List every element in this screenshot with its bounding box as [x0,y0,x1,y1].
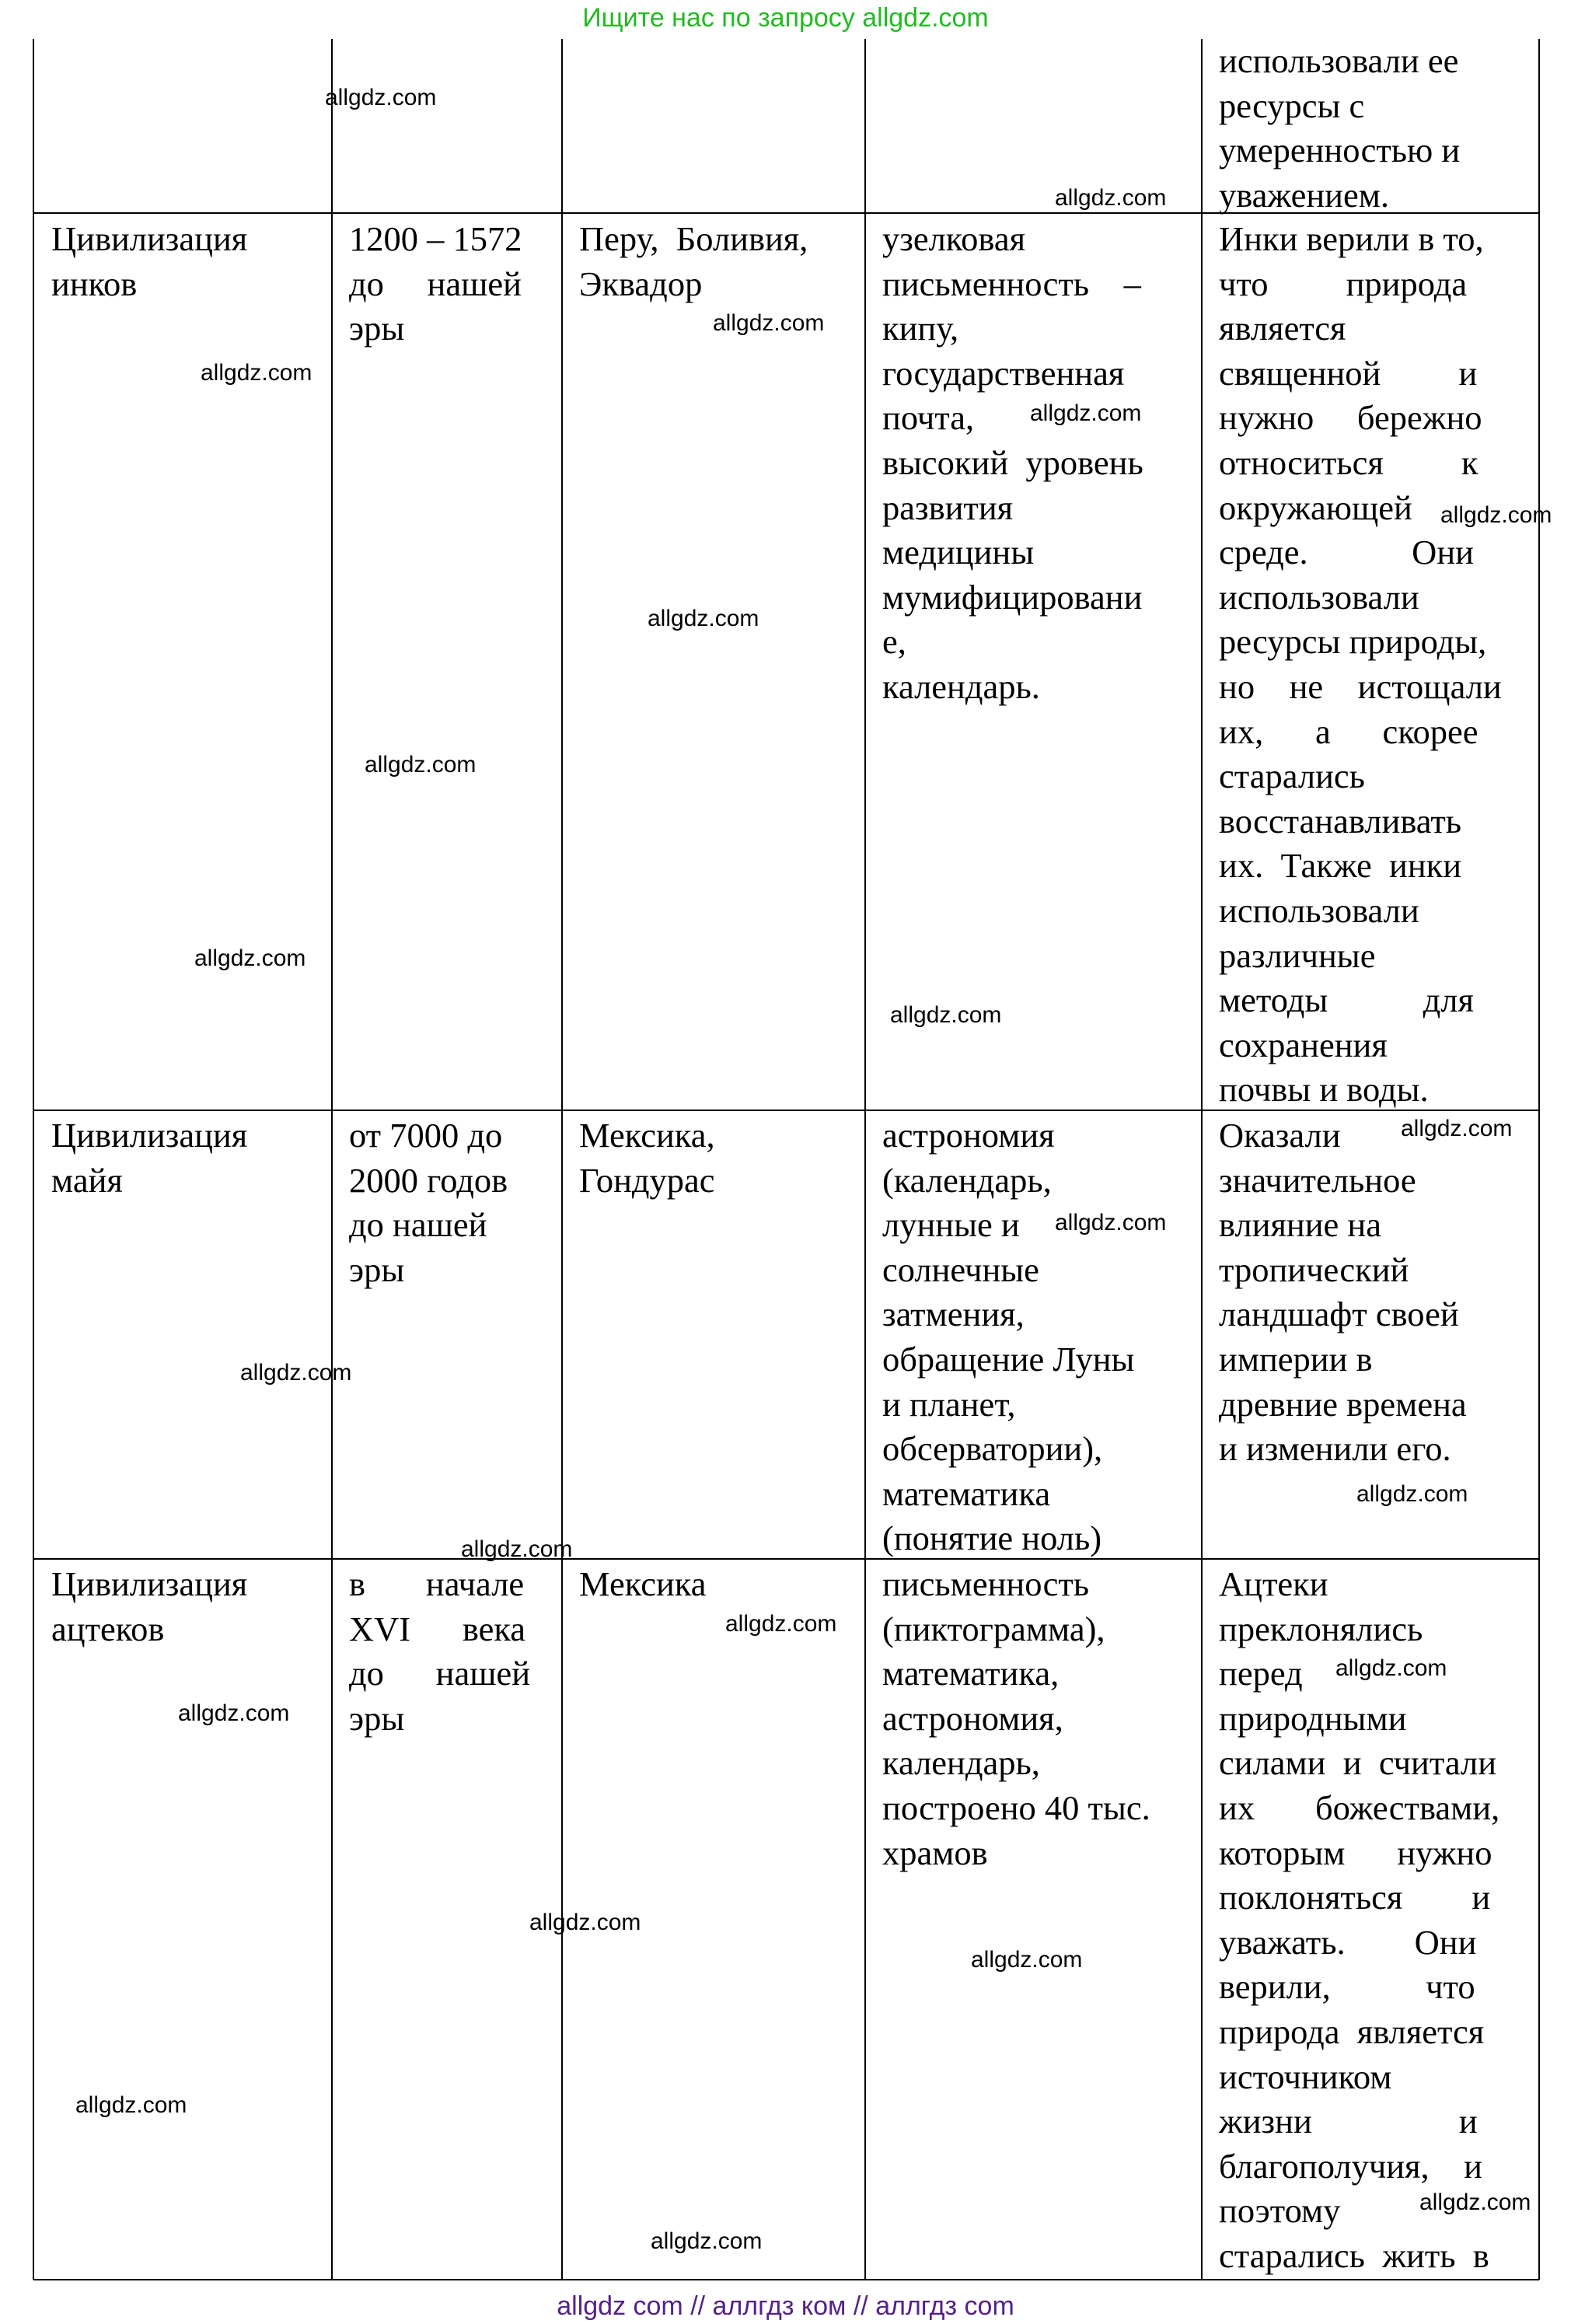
watermark: allgdz.com [529,1910,641,1935]
row-3-achievements: письменность (пиктограмма), математика, астрономия, календарь, построено 40 тыс. храмов [882,1564,1150,1872]
top-banner[interactable]: Ищите нас по запросу allgdz.com [582,3,989,33]
row-3-period: в начале XVI века до нашей эры [349,1564,531,1738]
watermark: allgdz.com [713,310,825,336]
bottom-banner[interactable]: allgdz com // аллгдз ком // аллгдз com [557,2291,1014,2321]
watermark: allgdz.com [1055,185,1167,211]
watermark: allgdz.com [461,1536,573,1562]
row-2-nature: Оказали значительное влияние на тропический ландшафт своей империи в древние времена и изменили его. [1219,1116,1467,1469]
watermark: allgdz.com [1440,502,1552,528]
row-1-location: Перу, Боливия, Эквадор [579,219,808,303]
row-3-name: Цивилизация ацтеков [51,1564,248,1648]
watermark: allgdz.com [725,1611,837,1637]
watermark: allgdz.com [178,1700,290,1726]
watermark: allgdz.com [971,1947,1083,1973]
watermark: allgdz.com [1335,1655,1447,1681]
row-0-nature: использовали ее ресурсы с умеренностью и уважением. [1219,41,1461,215]
watermark: allgdz.com [1401,1116,1513,1141]
watermark: allgdz.com [648,606,759,631]
watermark: allgdz.com [1419,2189,1531,2215]
watermark: allgdz.com [1030,400,1142,426]
row-2-location: Мексика, Гондурас [579,1116,715,1200]
watermark: allgdz.com [890,1002,1002,1028]
row-3-nature: Ацтеки преклонялись перед природными силами и считали их божествами, которым нужно поклоняться и уважать. Они верили, что природа является источником жизни и благополучия, и поэтому старались жить в [1219,1564,1500,2275]
watermark: allgdz.com [194,945,306,971]
row-3-location: Мексика [579,1564,707,1603]
row-1-period: 1200 – 1572 до нашей эры [349,219,522,348]
watermark: allgdz.com [1055,1210,1167,1235]
row-2-name: Цивилизация майя [51,1116,248,1200]
watermark: allgdz.com [1356,1481,1468,1507]
row-1-name: Цивилизация инков [51,219,248,303]
row-1-nature: Инки верили в то, что природа является священной и нужно бережно относиться к окружающей среде. Они использовали ресурсы природы, но не истощали их, а скорее старались восстанавливать их. Также инки использовали различные методы для сохранения почвы и воды. [1219,219,1502,1110]
row-2-period: от 7000 до 2000 годов до нашей эры [349,1116,508,1289]
watermark: allgdz.com [325,85,437,110]
row-2-achievements: астрономия (календарь, лунные и солнечные затмения, обращение Луны и планет, обсерватории), математика (понятие ноль) [882,1116,1135,1558]
watermark: allgdz.com [365,752,477,778]
watermark: allgdz.com [75,2092,187,2118]
watermark: allgdz.com [240,1360,352,1386]
row-1-achievements: узелковая письменность – кипу, государственная почта, высокий уровень развития медицины мумифицировани е, календарь. [882,219,1143,706]
watermark: allgdz.com [201,360,312,386]
watermark: allgdz.com [651,2228,763,2254]
